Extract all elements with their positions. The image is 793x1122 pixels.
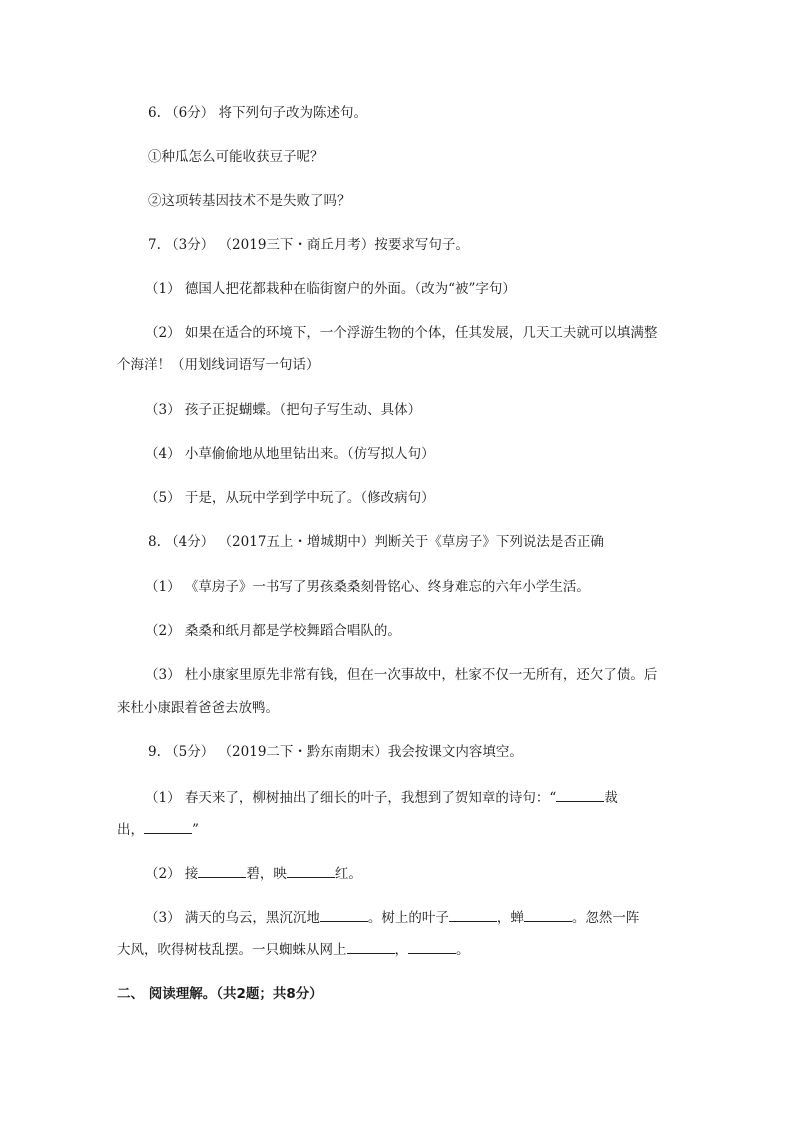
question-6-item-1: ①种瓜怎么可能收获豆子呢？: [148, 149, 324, 165]
question-7-item-2: （2） 如果在适合的环境下，一个浮游生物的个体，任其发展，几天工夫就可以填满整: [145, 325, 658, 341]
question-8-item-2: （2） 桑桑和纸月都是学校舞蹈合唱队的。: [145, 623, 401, 639]
question-9-item-1: [145, 789, 618, 806]
text: 碧，映: [246, 866, 287, 882]
question-7-item-2-cont: 个海洋！（用划线词语写一句话）: [117, 357, 320, 373]
text: 。树上的叶子: [367, 910, 449, 926]
text: （2） 接: [145, 866, 199, 882]
question-7-item-4: （4） 小草偷偷地从地里钻出来。（仿写拟人句）: [145, 446, 435, 462]
question-9-item-2: [145, 865, 362, 882]
text: 。忽然一阵: [571, 910, 640, 926]
text: 出，: [117, 822, 144, 838]
answer-blank[interactable]: [320, 909, 368, 922]
text: 。: [456, 942, 470, 958]
question-9-item-3-cont: [117, 941, 470, 958]
text: （3） 满天的乌云，黑沉沉地: [145, 910, 320, 926]
text: 红。: [334, 866, 362, 882]
question-8-item-3: （3） 杜小康家里原先非常有钱，但在一次事故中，杜家不仅一无所有，还欠了债。后: [145, 667, 658, 683]
text: ”: [192, 822, 199, 838]
text: 裁: [604, 790, 618, 806]
question-7-item-1: （1） 德国人把花都栽种在临街窗户的外面。（改为“被”字句）: [145, 281, 516, 297]
question-6-item-2: ②这项转基因技术不是失败了吗？: [148, 193, 351, 209]
text: ，: [394, 942, 408, 958]
answer-blank[interactable]: [556, 789, 604, 802]
answer-blank[interactable]: [524, 909, 572, 922]
answer-blank[interactable]: [449, 909, 497, 922]
answer-blank[interactable]: [198, 865, 246, 878]
answer-blank[interactable]: [408, 941, 456, 954]
question-8-title: 8. （4分） （2017五上・增城期中）判断关于《草房子》下列说法是否正确: [148, 534, 604, 550]
question-8-item-1: （1） 《草房子》一书写了男孩桑桑刻骨铭心、终身难忘的六年小学生活。: [145, 579, 590, 595]
question-7-title: 7. （3分） （2019三下・商丘月考）按要求写句子。: [148, 237, 469, 253]
section-2-heading: 二、 阅读理解。（共2题；共8分）: [117, 986, 323, 1002]
question-7-item-3: （3） 孩子正捉蝴蝶。（把句子写生动、具体）: [145, 402, 422, 418]
text: （1） 春天来了，柳树抽出了细长的叶子，我想到了贺知章的诗句：“: [145, 790, 557, 806]
answer-blank[interactable]: [347, 941, 395, 954]
question-7-item-5: （5） 于是，从玩中学到学中玩了。（修改病句）: [145, 490, 435, 506]
answer-blank[interactable]: [287, 865, 335, 878]
question-6-title: 6. （6分） 将下列句子改为陈述句。: [148, 105, 368, 121]
question-9-item-1-cont: [117, 821, 199, 838]
text: 大风，吹得树枝乱摆。一只蜘蛛从网上: [117, 942, 347, 958]
answer-blank[interactable]: [144, 821, 192, 834]
text: ，蝉: [496, 910, 524, 926]
question-9-title: 9. （5分） （2019二下・黔东南期末）我会按课文内容填空。: [148, 744, 523, 760]
question-8-item-3-cont: 来杜小康跟着爸爸去放鸭。: [117, 700, 279, 716]
question-9-item-3: [145, 909, 639, 926]
